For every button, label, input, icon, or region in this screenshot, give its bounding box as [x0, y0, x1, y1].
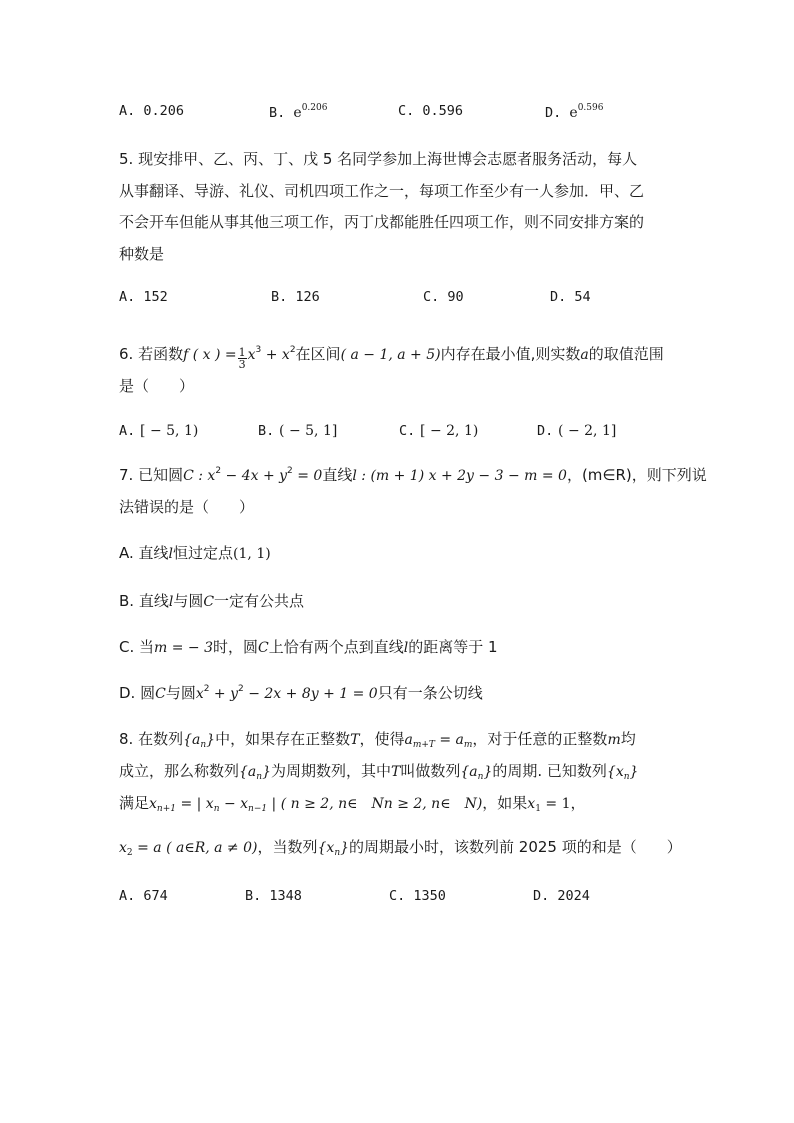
q5-line-2: 从事翻译、导游、礼仪、司机四项工作之一，每项工作至少有一人参加．甲、乙: [119, 182, 645, 200]
q8-line-3: 满足$x_{n+1}$ = | $x_n - x_{n-1}$ | ( n ≥ 2, n∈ Nn ≥ 2, n∈ N)，如果$x_1 = 1$，: [119, 794, 586, 814]
q7-line-1: 7. 已知圆C : $x^2 - 4x + y^2 = 0$直线l : (m + 1) x + 2y − 3 − m = 0，(m∈R)，则下列说: [119, 466, 707, 484]
q8-option-d: D. 2024: [533, 888, 590, 904]
q8-option-a: A. 674: [119, 888, 168, 904]
q8-line-2: 成立，那么称数列$\{a_n\}$为周期数列，其中T叫做数列$\{a_n\}$的周期. 已知数列$\{x_n\}$: [119, 762, 639, 782]
q5-line-3: 不会开车但能从事其他三项工作，丙丁戊都能胜任四项工作，则不同安排方案的: [119, 213, 645, 231]
q4-option-a: A. 0.206: [119, 103, 185, 119]
q7-option-b: B. 直线l与圆C一定有公共点: [119, 592, 305, 610]
q6-option-c: C. [ − 2, 1): [399, 423, 479, 439]
q5-option-b: B. 126: [271, 289, 320, 305]
q5-option-c: C. 90: [423, 289, 464, 305]
q5-line-4: 种数是: [119, 245, 165, 263]
q6-option-d: D. ( − 2, 1]: [537, 423, 617, 439]
q5-option-d: D. 54: [550, 289, 591, 305]
q8-option-c: C. 1350: [389, 888, 446, 904]
q8-line-1: 8. 在数列$\{a_n\}$中，如果存在正整数T，使得$a_{m+T} = a_m$，对于任意的正整数m均: [119, 730, 636, 750]
q6-option-a: A. [ − 5, 1): [119, 423, 199, 439]
q5-line-1: 5. 现安排甲、乙、丙、丁、戊 5 名同学参加上海世博会志愿者服务活动，每人: [119, 150, 638, 168]
q8-line-4: $x_2 = a$ ( a∈R, a ≠ 0)，当数列$\{x_n\}$的周期最小时，该数列前 2025 项的和是（ ）: [119, 838, 682, 858]
q4-option-d: D. $e^{0.596}$: [545, 103, 604, 121]
fraction-one-third: $\frac{1}{3}$: [238, 346, 246, 371]
q6-line-2: 是（ ）: [119, 377, 195, 395]
q6-line-1: 6. 若函数f ( x ) = $\frac{1}{3}$ $x^3 + x^2$在区间( a − 1, a + 5)内存在最小值,则实数a的取值范围: [119, 345, 664, 371]
q7-option-d: D. 圆C与圆$x^2 + y^2 - 2x + 8y + 1 = 0$只有一条公切线: [119, 684, 483, 702]
q4-option-c: C. 0.596: [398, 103, 464, 119]
q7-option-a: A. 直线l恒过定点(1, 1): [119, 544, 271, 562]
q6-option-b: B. ( − 5, 1]: [258, 423, 338, 439]
q7-option-c: C. 当m = − 3时，圆C上恰有两个点到直线l的距离等于 1: [119, 638, 498, 656]
q5-option-a: A. 152: [119, 289, 168, 305]
q7-line-2: 法错误的是（ ）: [119, 498, 255, 516]
q8-option-b: B. 1348: [245, 888, 302, 904]
q4-option-b: B. $e^{0.206}$: [269, 103, 328, 121]
